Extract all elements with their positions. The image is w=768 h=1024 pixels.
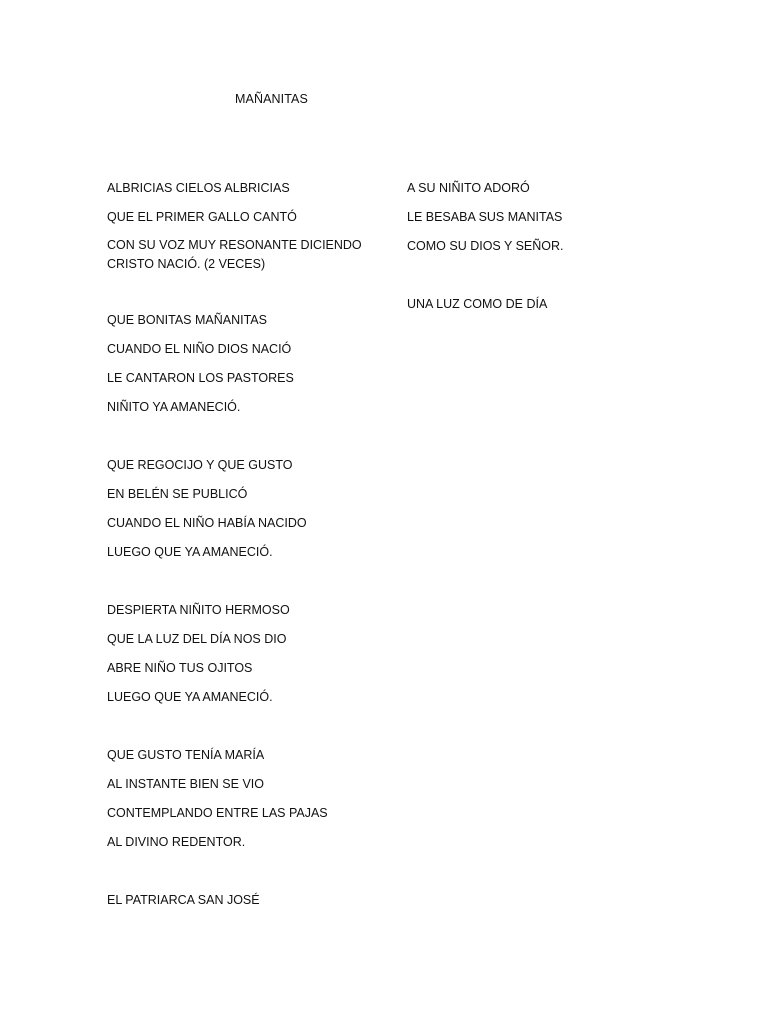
verse-line: LUEGO QUE YA AMANECIÓ. — [107, 690, 273, 704]
verse-line: NIÑITO YA AMANECIÓ. — [107, 400, 241, 414]
stanza-gap — [107, 573, 377, 602]
stanza-gap — [107, 718, 377, 747]
verse-line: LUEGO QUE YA AMANECIÓ. — [107, 545, 273, 559]
verse-line: LE BESABA SUS MANITAS — [407, 210, 563, 224]
left-column — [107, 180, 377, 921]
page-title: MAÑANITAS — [235, 92, 308, 106]
stanza-gap — [107, 283, 377, 312]
verse-line: QUE BONITAS MAÑANITAS — [107, 313, 267, 327]
verse-line: ABRE NIÑO TUS OJITOS — [107, 661, 253, 675]
stanza-gap — [107, 863, 377, 892]
verse-line: A SU NIÑITO ADORÓ — [407, 181, 530, 195]
verse-line: LE CANTARON LOS PASTORES — [107, 371, 294, 385]
verse-line: CONTEMPLANDO ENTRE LAS PAJAS — [107, 806, 328, 820]
stanza-gap — [407, 267, 667, 296]
verse-line: CON SU VOZ MUY RESONANTE DICIENDO CRISTO NACIÓ. (2 VECES) — [107, 238, 362, 271]
verse-line: CUANDO EL NIÑO HABÍA NACIDO — [107, 516, 307, 530]
right-column — [407, 180, 667, 325]
verse-line: CUANDO EL NIÑO DIOS NACIÓ — [107, 342, 292, 356]
verse-line: EN BELÉN SE PUBLICÓ — [107, 487, 248, 501]
verse-line: QUE GUSTO TENÍA MARÍA — [107, 748, 265, 762]
verse-line: QUE LA LUZ DEL DÍA NOS DIO — [107, 632, 287, 646]
stanza-gap — [107, 428, 377, 457]
verse-line: EL PATRIARCA SAN JOSÉ — [107, 893, 260, 907]
verse-line: QUE EL PRIMER GALLO CANTÓ — [107, 210, 297, 224]
verse-line: DESPIERTA NIÑITO HERMOSO — [107, 603, 290, 617]
verse-line: UNA LUZ COMO DE DÍA — [407, 297, 548, 311]
verse-line: AL INSTANTE BIEN SE VIO — [107, 777, 264, 791]
verse-line: QUE REGOCIJO Y QUE GUSTO — [107, 458, 293, 472]
verse-line: ALBRICIAS CIELOS ALBRICIAS — [107, 181, 290, 195]
verse-line: COMO SU DIOS Y SEÑOR. — [407, 239, 564, 253]
verse-line: AL DIVINO REDENTOR. — [107, 835, 246, 849]
